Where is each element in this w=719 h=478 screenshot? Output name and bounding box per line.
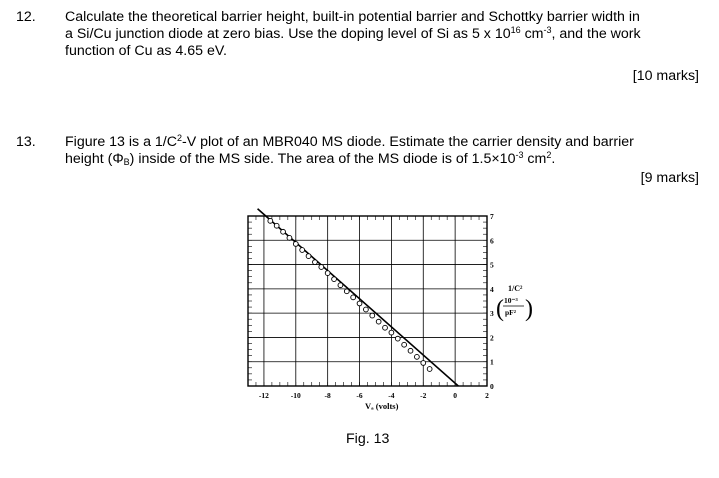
question-number: 13. [16, 134, 36, 150]
y-axis-paren-right: ) [525, 296, 533, 322]
x-tick-label: -10 [290, 391, 301, 400]
data-point [300, 248, 305, 253]
data-point [274, 223, 279, 228]
data-point [338, 283, 343, 288]
x-tick-label: 2 [485, 391, 489, 400]
y-tick-label: 6 [490, 236, 494, 246]
data-point [364, 307, 369, 312]
data-point [281, 229, 286, 234]
chart-ticks [248, 216, 487, 386]
data-point [325, 271, 330, 276]
data-point [332, 277, 337, 282]
y-tick-labels [490, 212, 494, 391]
data-point [268, 218, 273, 223]
data-point [313, 260, 318, 265]
question-number: 12. [16, 9, 36, 25]
x-tick-label: 0 [453, 391, 458, 400]
y-axis-paren-left: ( [496, 296, 504, 322]
data-point [370, 313, 375, 318]
data-point [408, 348, 413, 353]
y-tick-label: 0 [490, 382, 494, 391]
data-point [383, 325, 388, 330]
data-points [268, 218, 432, 371]
data-point [293, 242, 298, 247]
data-point [287, 235, 292, 240]
data-point [376, 319, 381, 324]
y-axis-unit-den: pF² [505, 308, 517, 317]
question-line: height $(\Phi_B)$ inside of the MS side. The area of the MS diode is of $1.5\times 10^{-3}$ $cm^2$. [65, 150, 556, 167]
question-text [65, 9, 690, 60]
question-13 [0, 134, 719, 194]
y-tick-label: 1 [490, 357, 494, 367]
question-line: function of Cu as 4.65 eV. [65, 43, 227, 59]
data-point [421, 361, 426, 366]
x-tick-labels [259, 391, 489, 400]
figure-13-chart [225, 200, 565, 425]
data-point [306, 254, 311, 259]
x-tick-label: -2 [420, 391, 427, 400]
data-point [395, 336, 400, 341]
question-text [65, 134, 690, 168]
question-line: a Si/Cu junction diode at zero bias. Use the doping level of Si as 5 x $10^{16}$ $cm^{-3}$, and the work [65, 25, 641, 42]
y-tick-label: 4 [490, 284, 494, 294]
marks-label: [9 marks] [640, 170, 699, 186]
y-tick-label: 7 [490, 212, 494, 221]
question-line: Calculate the theoretical barrier height, built-in potential barrier and Schottky barrier width in [65, 9, 640, 25]
y-axis-unit-num: 10⁻³ [504, 296, 518, 305]
x-axis-label: Vₐ (volts) [365, 401, 399, 411]
x-tick-label: -8 [324, 391, 331, 400]
data-point [427, 367, 432, 372]
data-point [319, 265, 324, 270]
y-axis-label: 1/C² [508, 284, 523, 293]
question-line: Figure 13 is a $1/C^2-V$ plot of an MBR040 MS diode. Estimate the carrier density and barrier [65, 133, 634, 150]
fit-line [258, 209, 459, 386]
data-point [402, 342, 407, 347]
question-12 [0, 9, 719, 109]
marks-label: [10 marks] [632, 68, 699, 84]
y-tick-label: 3 [490, 309, 494, 319]
y-tick-label: 2 [490, 333, 494, 343]
x-tick-label: -4 [388, 391, 395, 400]
x-tick-label: -12 [258, 391, 269, 400]
y-tick-label: 5 [490, 260, 494, 270]
data-point [414, 354, 419, 359]
x-tick-label: -6 [356, 391, 363, 400]
data-point [357, 301, 362, 306]
plot-frame [248, 216, 487, 386]
chart-grid [248, 216, 487, 386]
figure-caption: Fig. 13 [346, 431, 390, 447]
data-point [351, 295, 356, 300]
data-point [344, 289, 349, 294]
data-point [389, 330, 394, 335]
